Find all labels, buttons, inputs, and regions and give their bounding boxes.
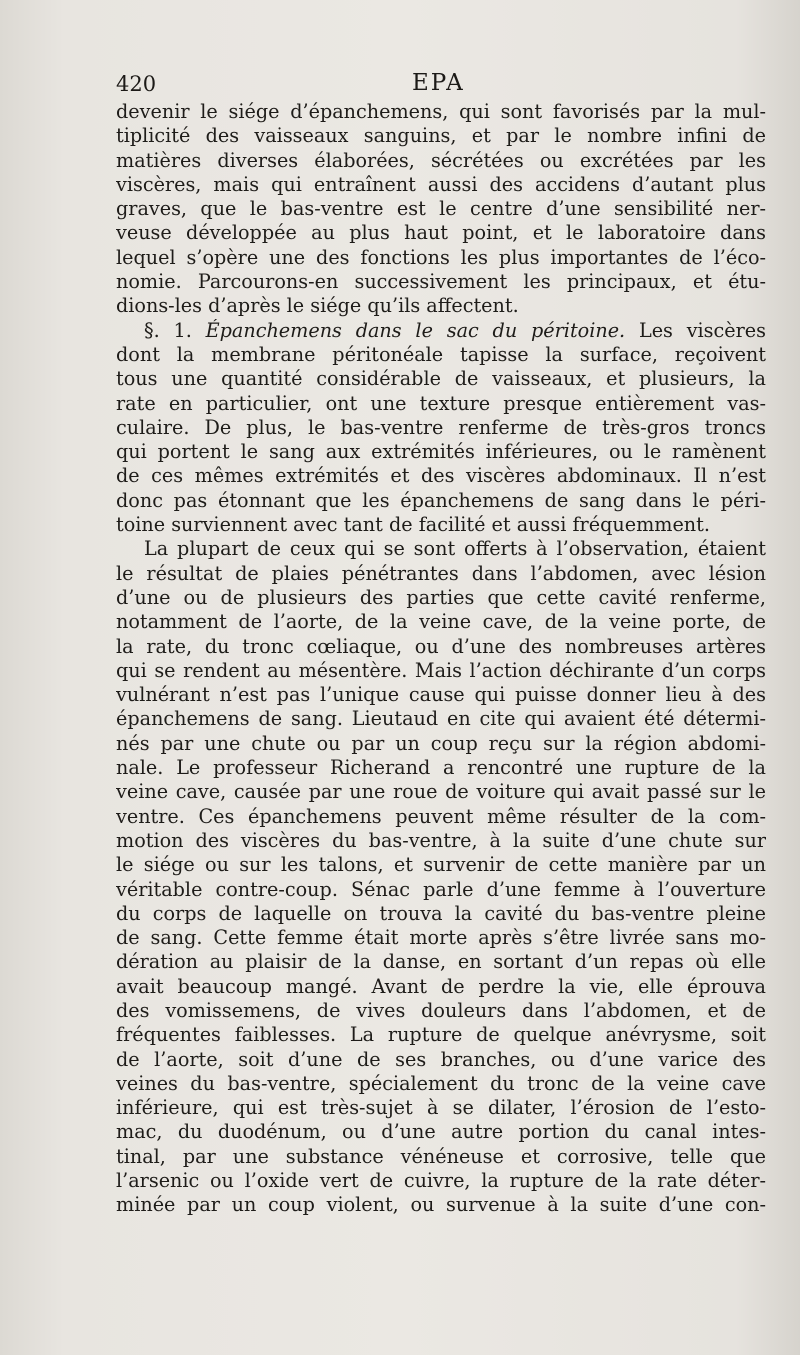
text-line: motion des viscères du bas-ventre, à la suite d’une chute sur [116,828,766,852]
text-line: épanchemens de sang. Lieutaud en cite qui avaient été détermi- [116,707,766,731]
text-line: notamment de l’aorte, de la veine cave, de la veine porte, de [116,610,766,634]
text-line: lequel s’opère une des fonctions les plus importantes de l’éco- [116,245,766,269]
text-line: de l’aorte, soit d’une de ses branches, ou d’une varice des [116,1047,766,1071]
text-line: avait beaucoup mangé. Avant de perdre la vie, elle éprouva [116,974,766,998]
text-line: de ces mêmes extrémités et des viscères abdominaux. Il n’est [116,464,766,488]
text-line: toine surviennent avec tant de facilité et aussi fréquemment. [116,513,710,537]
text-line: dération au plaisir de la danse, en sortant d’un repas où elle [116,950,766,974]
text-line: du corps de laquelle on trouva la cavité du bas-ventre pleine [116,901,766,925]
text-line: des vomissemens, de vives douleurs dans l’abdomen, et de [116,998,766,1022]
page-header [116,70,766,102]
text-line: dont la membrane péritonéale tapisse la surface, reçoivent [116,342,766,366]
text-line: mac, du duodénum, ou d’une autre portion du canal intes- [116,1120,766,1144]
section-title: Épanchemens dans le sac du péritoine. [205,318,626,342]
text-line: culaire. De plus, le bas-ventre renferme de très-gros troncs [116,415,766,439]
text-line: la rate, du tronc cœliaque, ou d’une des nombreuses artères [116,634,766,658]
section-number: §. 1. [144,318,206,342]
text-line: rate en particulier, ont une texture presque entièrement vas- [116,391,766,415]
text-line: donc pas étonnant que les épanchemens de sang dans le péri- [116,488,766,512]
text-line: La plupart de ceux qui se sont offerts à l’observation, étaient [144,537,766,561]
text-line: nale. Le professeur Richerand a rencontré une rupture de la [116,756,766,780]
text-line [116,319,766,343]
text-line: tous une quantité considérable de vaisseaux, et plusieurs, la [116,367,766,391]
text-line: d’une ou de plusieurs des parties que cette cavité renferme, [116,585,766,609]
page-number: 420 [116,72,157,96]
text-line: le siége ou sur les talons, et survenir de cette manière par un [116,853,766,877]
text-line: minée par un coup violent, ou survenue à la suite d’une con- [116,1193,766,1217]
text-line: veuse développée au plus haut point, et le laboratoire dans [116,221,766,245]
text-line: ventre. Ces épanchemens peuvent même résulter de la com- [116,804,766,828]
text-line: tiplicité des vaisseaux sanguins, et par le nombre infini de [116,124,766,148]
text-line: le résultat de plaies pénétrantes dans l’abdomen, avec lésion [116,561,766,585]
text-line: fréquentes faiblesses. La rupture de quelque anévrysme, soit [116,1023,766,1047]
text-line: matières diverses élaborées, sécrétées ou excrétées par les [116,148,766,172]
running-head: EPA [412,70,465,96]
text-line: vulnérant n’est pas l’unique cause qui puisse donner lieu à des [116,683,766,707]
text-line: nomie. Parcourons-en successivement les principaux, et étu- [116,270,766,294]
body-text [116,100,766,1218]
text-line: viscères, mais qui entraînent aussi des accidens d’autant plus [116,172,766,196]
text-line: nés par une chute ou par un coup reçu sur la région abdomi- [116,731,766,755]
text-line: de sang. Cette femme était morte après s’être livrée sans mo- [116,926,766,950]
text-line: l’arsenic ou l’oxide vert de cuivre, la rupture de la rate déter- [116,1169,766,1193]
text-line: qui portent le sang aux extrémités inférieures, ou le ramènent [116,440,766,464]
text-line: qui se rendent au mésentère. Mais l’action déchirante d’un corps [116,658,766,682]
text-line: graves, que le bas-ventre est le centre d’une sensibilité ner- [116,197,766,221]
text-line: veines du bas-ventre, spécialement du tronc de la veine cave [116,1071,766,1095]
text-line: devenir le siége d’épanchemens, qui sont favorisés par la mul- [116,100,766,123]
section-text: Les viscères [625,318,766,342]
text-line: dions-les d’après le siége qu’ils affectent. [116,294,519,318]
text-line: inférieure, qui est très-sujet à se dilater, l’érosion de l’esto- [116,1096,766,1120]
text-line: veine cave, causée par une roue de voiture qui avait passé sur le [116,780,766,804]
text-line: tinal, par une substance vénéneuse et corrosive, telle que [116,1144,766,1168]
text-line: véritable contre-coup. Sénac parle d’une femme à l’ouverture [116,877,766,901]
